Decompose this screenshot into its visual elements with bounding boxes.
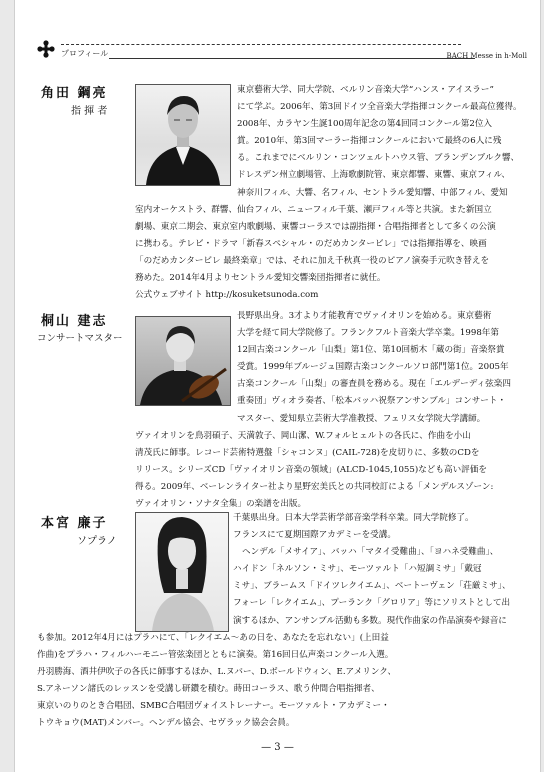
bio-line: 作曲)をプラハ・フィルハーモニー管弦楽団とともに演奏。第16回日仏声楽コンクール入選。 <box>37 649 394 660</box>
bio-line: にて学ぶ。2006年、第3回ドイツ全音楽大学指揮コンクール最高位獲得。 <box>237 102 522 113</box>
bio-line: リリース。シリーズCD「ヴァイオリン音楽の領域」(ALCD-1045,1055)なども高い評価を <box>135 464 487 475</box>
bio-line: ミサ」、ブラームス「ドイツレクイエム」、ベートーヴェン「荘厳ミサ」、 <box>233 581 511 592</box>
profile-entry-concertmaster <box>37 310 527 510</box>
profile-entry-soprano <box>37 512 527 732</box>
bio-line: る。これまでにベルリン・コンツェルトハウス管、ブランデンブルク響、 <box>237 153 520 164</box>
performer-bio <box>37 510 527 732</box>
bio-line: 清茂氏に師事。レコード芸術特選盤「シャコンヌ」(CAIL-728)を皮切りに、多数のCDを <box>135 447 480 458</box>
bio-line: 室内オーケストラ、群響、仙台フィル、ニューフィル千葉、瀬戸フィル等と共演。また新国立 <box>135 204 492 215</box>
bio-line: 12回古楽コンクール「山梨」第1位、第10回栃木「蔵の街」音楽祭賞 <box>237 345 505 356</box>
bio-line: 重奏団」ヴィオラ奏者、「松本バッハ祝祭アンサンブル」コンサート・ <box>237 396 507 407</box>
bio-line: 2008年、カラヤン生誕100周年記念の第4回同コンクール第2位入 <box>237 119 493 130</box>
performer-role: コンサートマスター <box>37 333 123 344</box>
bio-line: 賞。2010年、第3回マーラー指揮コンクールにおいて最終の6人に残 <box>237 136 502 147</box>
bio-line: ヴァイオリンを鳥羽碩子、天満敦子、岡山潔、W.フォルヒェルトの各氏に、作曲を小山 <box>135 430 471 441</box>
bio-line: に携わる。テレビ・ドラマ「新春スペシャル・のだめカンタービレ」では指揮指導を、映画 <box>135 238 487 249</box>
page-number: — 3 — <box>261 742 294 753</box>
ornamental-cross-icon <box>37 40 55 58</box>
bio-line: 劇場、東京二期会、東京室内歌劇場、東響コーラスでは副指揮・合唱指揮者として多くの公演 <box>135 221 496 232</box>
bio-line: ドレスデン州立劇場管、上海歌劇院管、東京都響、東響、東京フィル、 <box>237 170 511 181</box>
performer-name: 桐山 建志 <box>41 314 108 329</box>
bio-line: 古楽コンクール「山梨」の審査員を務める。現在「エルデーディ弦楽四 <box>237 379 511 390</box>
bio-line: ヴァイオリン・ソナタ全集」の楽譜を出版。 <box>135 499 307 510</box>
page-header <box>37 38 527 64</box>
header-rule-dashed <box>61 44 461 45</box>
bio-line: トウキョウ(MAT)メンバー。ヘンデル協会、セヴラック協会会員。 <box>37 718 295 729</box>
header-work-title: BACH Messe in h-Moll <box>446 52 527 60</box>
bio-line: 演するほか、アンサンブル活動も多数。現代作曲家の作品演奏や録音に <box>233 615 507 626</box>
performer-bio <box>37 308 527 513</box>
performer-name: 本宮 廉子 <box>41 516 108 531</box>
bio-line: 丹羽勝海、酒井伊吹子の各氏に師事するほか、L.ヌバー、D.ボールドウィン、E.アメリンク、 <box>37 666 397 677</box>
bio-line: 大学を経て同大学院修了。フランクフルト音楽大学卒業。1998年第 <box>237 328 499 339</box>
bio-line: 得る。2009年、ベーレンライター社より星野宏美氏との共同校訂による「メンデルスゾーン: <box>135 481 494 492</box>
bio-line: 公式ウェブサイト http://kosuketsunoda.com <box>135 290 319 301</box>
bio-line: 東京藝術大学、同大学院、ベルリン音楽大学“ハンス・アイスラー” <box>237 85 494 95</box>
document-page <box>14 0 541 772</box>
bio-line: マスター、愛知県立芸術大学准教授、フェリス女学院大学講師。 <box>237 413 486 424</box>
bio-line: 「のだめカンタービレ 最終楽章」では、それに加え千秋真一役のピアノ演奏手元吹き替えを <box>135 255 490 266</box>
bio-line: フランスにて夏期国際アカデミーを受講。 <box>233 530 396 541</box>
performer-name: 角田 鋼亮 <box>41 86 108 101</box>
performer-role: ソプラノ <box>77 536 117 547</box>
bio-line: も参加。2012年4月にはプラハにて、「レクイエム〜あの日を、あなたを忘れない」(上田益 <box>37 632 389 643</box>
bio-line: ヘンデル「メサイア」、バッハ「マタイ受難曲」、「ヨハネ受難曲」、 <box>242 547 499 558</box>
performer-bio <box>37 82 527 304</box>
bio-line: フォーレ「レクイエム」、プーランク「グロリア」等にソリストとして出 <box>233 598 511 609</box>
section-title: プロフィール <box>61 49 109 58</box>
bio-line: 東京いのりのとき合唱団、SMBC合唱団ヴォイストレーナー。モーツァルト・アカデミー・ <box>37 701 390 712</box>
profile-entry-conductor <box>37 82 527 312</box>
performer-role: 指 揮 者 <box>71 106 108 117</box>
bio-line: 務めた。2014年4月よりセントラル愛知交響楽団指揮者に就任。 <box>135 273 386 284</box>
bio-line: 受賞。1999年ブルージュ国際古楽コンクールソロ部門第1位。2005年 <box>237 362 509 373</box>
header-rule <box>109 58 475 59</box>
bio-line: 神奈川フィル、大響、名フィル、セントラル愛知響、中部フィル、愛知 <box>237 187 508 198</box>
bio-line: ハイドン「ネルソン・ミサ」、モーツァルト「ハ短調ミサ」「戴冠 <box>233 564 482 575</box>
bio-line: 千葉県出身。日本大学芸術学部音楽学科卒業。同大学院修了。 <box>233 513 474 523</box>
bio-line: S.アネーソン諸氏のレッスンを受講し研鑽を積む。蒔田コーラス、歌う仲間合唱指揮者、 <box>37 683 380 694</box>
bio-line: 長野県出身。3才より才能教育でヴァイオリンを始める。東京藝術 <box>237 311 492 321</box>
